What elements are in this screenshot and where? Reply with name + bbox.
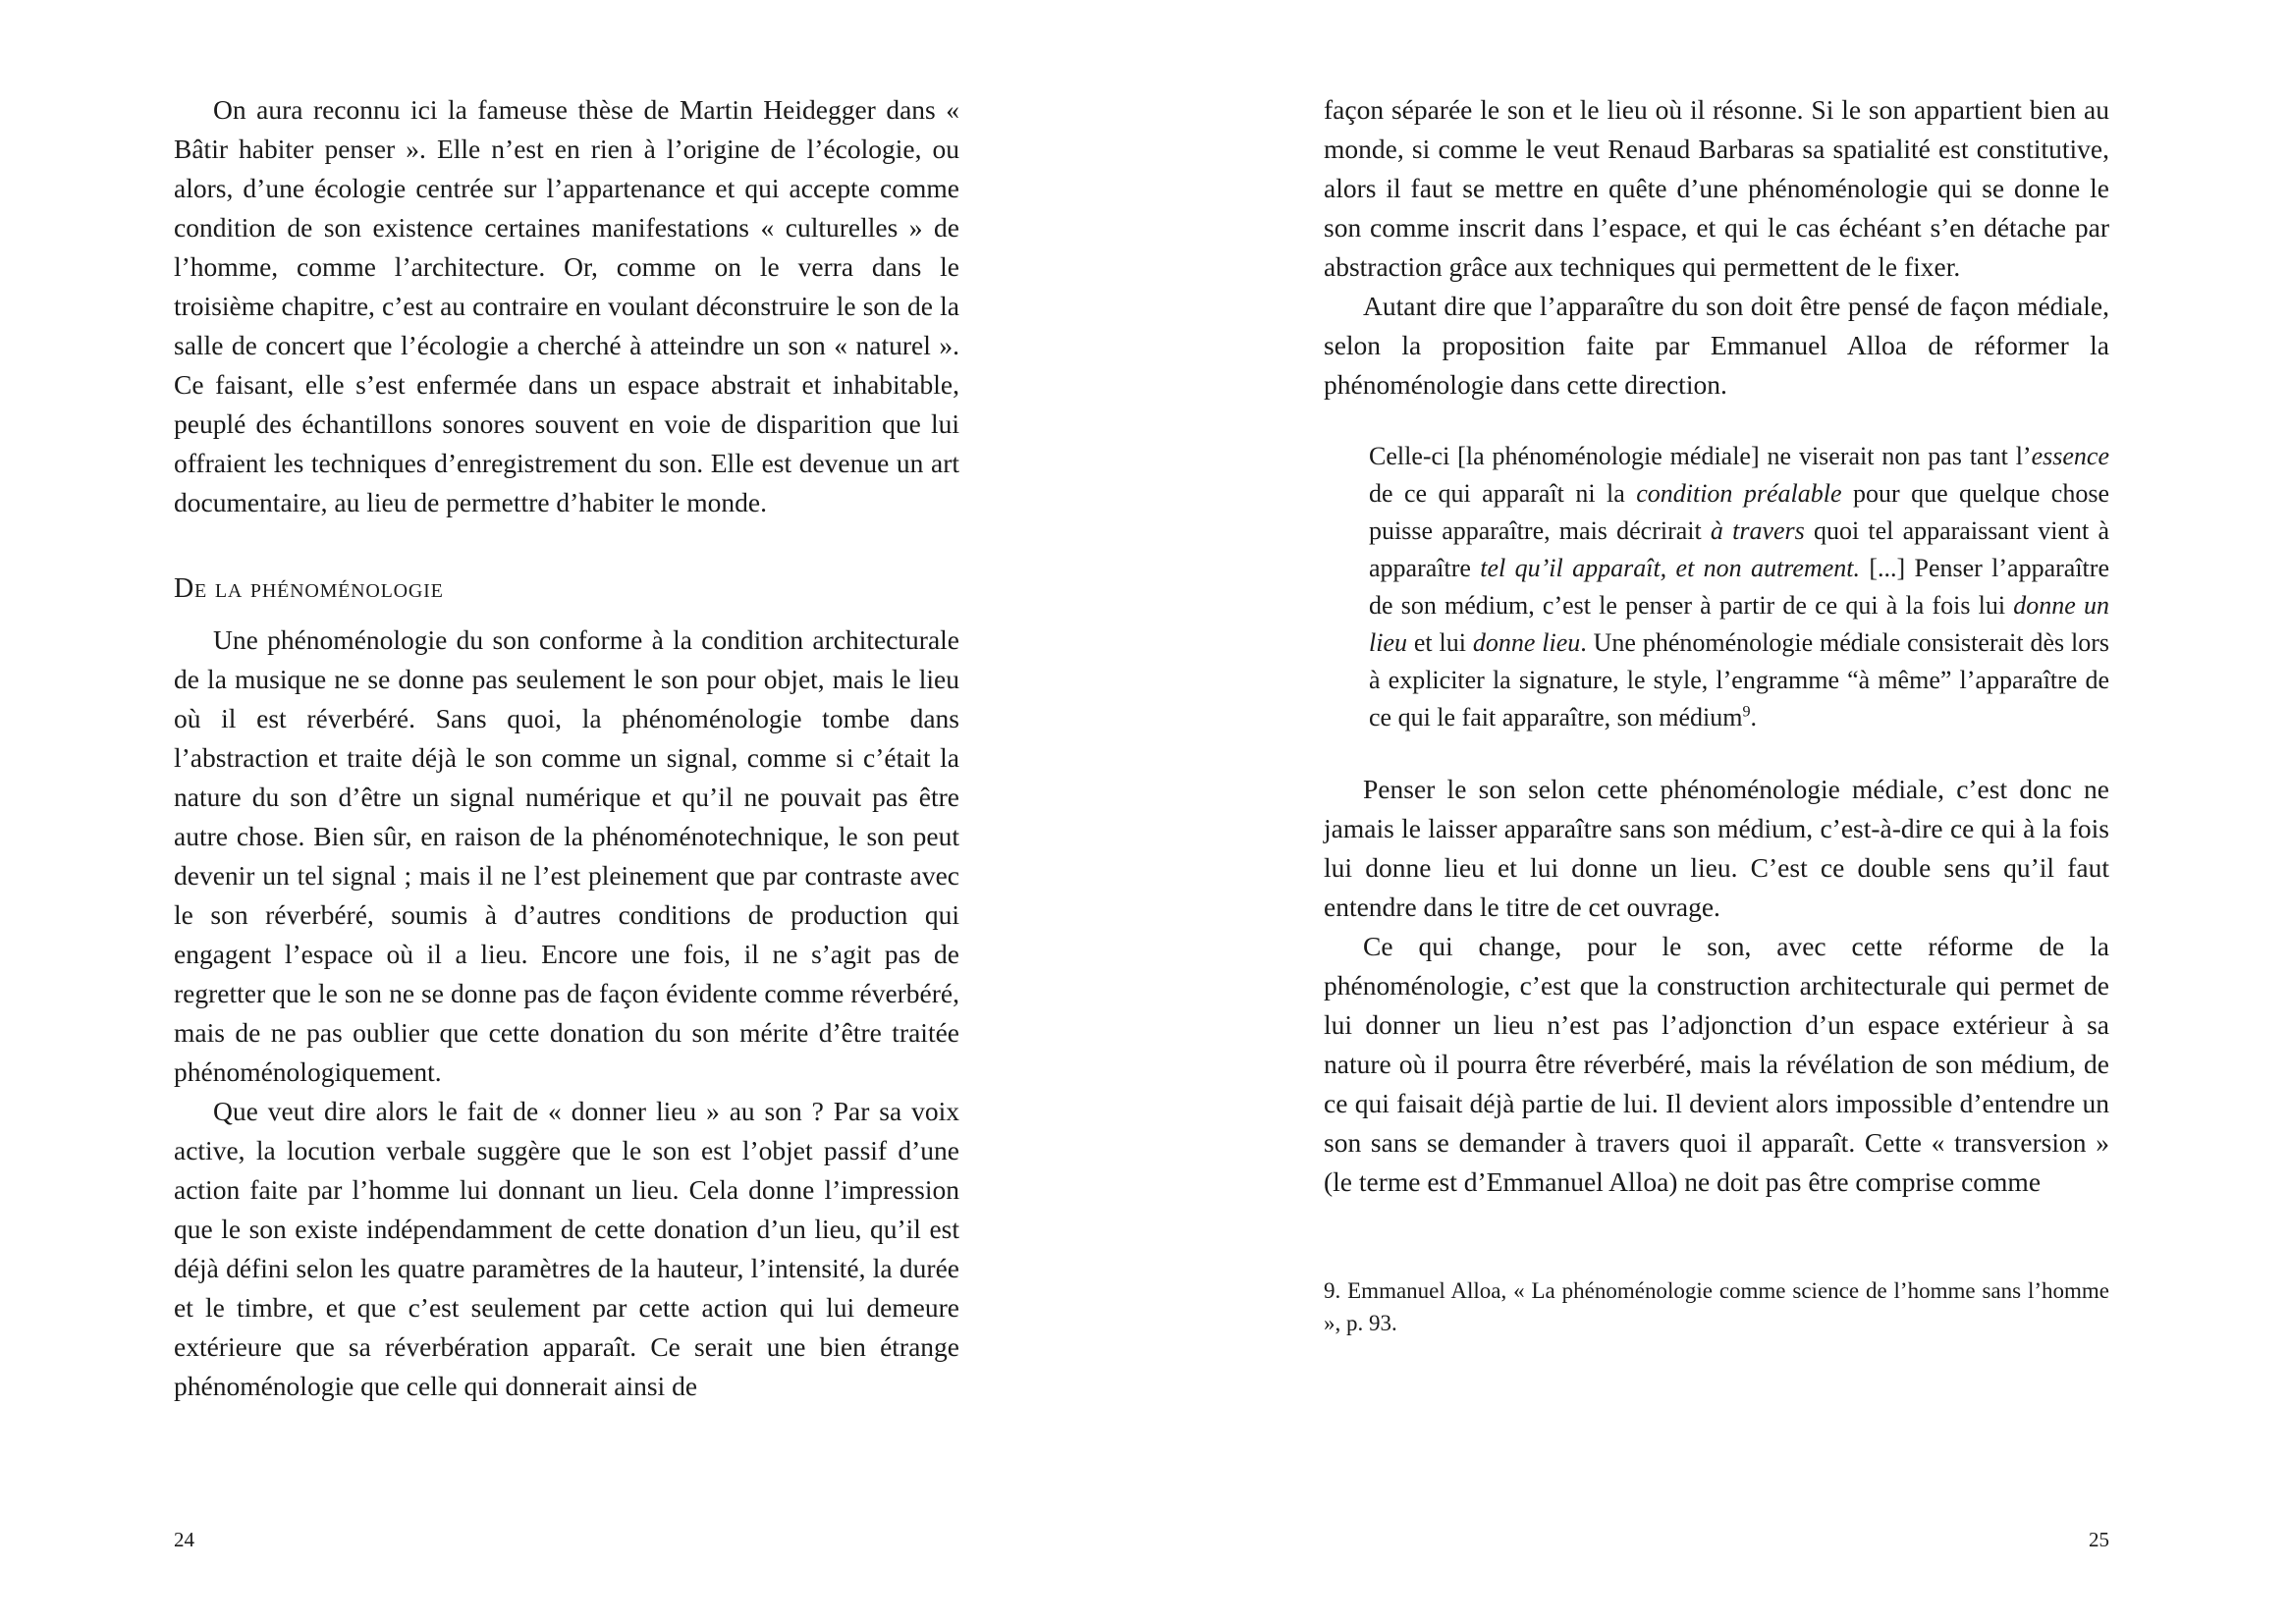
block-quote: Celle-ci [la phénoménologie médiale] ne viserait non pas tant l’essence de ce qui apparaît ni la condition préalable pour que quelque chose puisse apparaître, mais décrirait à travers quoi tel apparaissant vient à apparaître tel qu’il apparaît, et non autrement. [...] Penser l’apparaître de son médium, c’est le penser à partir de ce qui à la fois lui donne un lieu et lui donne lieu. Une phénoménologie médiale consisterait dès lors à expliciter la signature, le style, l’engramme “à même” l’apparaître de ce qui le fait apparaître, son médium$^9$.: [1369, 442, 2110, 731]
section-heading: De la phénoménologie: [174, 573, 444, 604]
body-paragraph: Ce qui change, pour le son, avec cette réforme de la phénoménologie, c’est que la construction architecturale qui permet de lui donner un lieu n’est pas l’adjonction d’un espace extérieur à sa nature où il pourra être réverbéré, mais la révélation de son médium, de ce qui faisait déjà partie de lui. Il devient alors impossible d’entendre un son sans se demander à travers quoi il apparaît. Cette « transversion » (le terme est d’Emmanuel Alloa) ne doit pas être comprise comme: [1324, 931, 2109, 1197]
page-number-right: 25: [2089, 1528, 2109, 1551]
footnote: 9. Emmanuel Alloa, « La phénoménologie comme science de l’homme sans l’homme », p. 93.: [1324, 1278, 2109, 1335]
body-paragraph: Une phénoménologie du son conforme à la condition architecturale de la musique ne se donne pas seulement le son pour objet, mais le lieu où il est réverbéré. Sans quoi, la phénoménologie tombe dans l’abstraction et traite déjà le son comme un signal, comme si c’était la nature du son d’être un signal numérique et qu’il ne pouvait pas être autre chose. Bien sûr, en raison de la phénoménotechnique, le son peut devenir un tel signal ; mais il ne l’est pleinement que par contraste avec le son réverbéré, soumis à d’autres conditions de production qui engagent l’espace où il a lieu. Encore une fois, il ne s’agit pas de regretter que le son ne se donne pas de façon évidente comme réverbéré, mais de ne pas oublier que cette donation du son mérite d’être traitée phénoménologiquement.: [174, 624, 959, 1087]
body-paragraph: Penser le son selon cette phénoménologie médiale, c’est donc ne jamais le laisser apparaître sans son médium, c’est-à-dire ce qui à la fois lui donne lieu et lui donne un lieu. C’est ce double sens qu’il faut entendre dans le titre de cet ouvrage.: [1324, 774, 2109, 922]
body-paragraph: façon séparée le son et le lieu où il résonne. Si le son appartient bien au monde, si comme le veut Renaud Barbaras sa spatialité est constitutive, alors il faut se mettre en quête d’une phénoménologie qui se donne le son comme inscrit dans l’espace, et qui le cas échéant s’en détache par abstraction grâce aux techniques qui permettent de le fixer.: [1324, 94, 2109, 282]
page-right-text-block: [1324, 90, 2109, 1339]
page-number-left: 24: [174, 1528, 194, 1551]
page-left: [174, 0, 959, 1624]
page-right: [1324, 0, 2109, 1624]
body-paragraph: Autant dire que l’apparaître du son doit être pensé de façon médiale, selon la proposition faite par Emmanuel Alloa de réformer la phénoménologie dans cette direction.: [1324, 291, 2109, 400]
body-paragraph: Que veut dire alors le fait de « donner lieu » au son ? Par sa voix active, la locution verbale suggère que le son est l’objet passif d’une action faite par l’homme lui donnant un lieu. Cela donne l’impression que le son existe indépendamment de cette donation d’un lieu, qu’il est déjà défini selon les quatre paramètres de la hauteur, l’intensité, la durée et le timbre, et que c’est seulement par cette action qui lui demeure extérieure que sa réverbération apparaît. Ce serait une bien étrange phénoménologie que celle qui donnerait ainsi de: [174, 1096, 959, 1401]
page-left-text-block: [174, 90, 959, 1406]
body-paragraph: On aura reconnu ici la fameuse thèse de Martin Heidegger dans « Bâtir habiter penser ». Elle n’est en rien à l’origine de l’écologie, ou alors, d’une écologie centrée sur l’appartenance et qui accepte comme condition de son existence certaines manifestations « culturelles » de l’homme, comme l’architecture. Or, comme on le verra dans le troisième chapitre, c’est au contraire en voulant déconstruire le son de la salle de concert que l’écologie a cherché à atteindre un son « naturel ». Ce faisant, elle s’est enfermée dans un espace abstrait et inhabitable, peuplé des échantillons sonores souvent en voie de disparition que lui offraient les techniques d’enregistrement du son. Elle est devenue un art documentaire, au lieu de permettre d’habiter le monde.: [174, 94, 959, 517]
